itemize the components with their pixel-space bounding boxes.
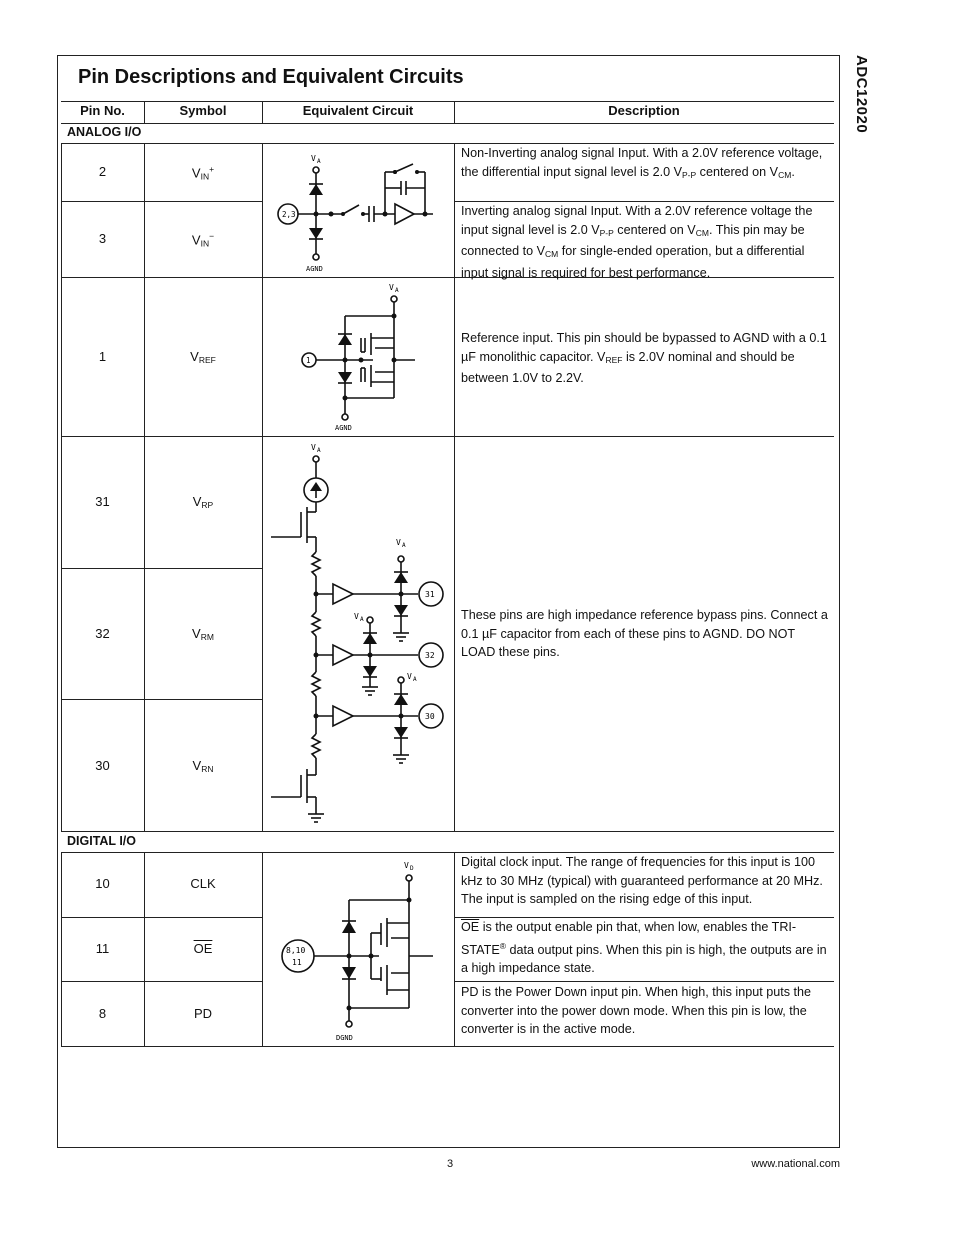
svg-text:V: V xyxy=(407,672,412,681)
description-vin-minus: Inverting analog signal Input. With a 2.0V reference voltage the input signal level is 2.0 $V_{P-P}$ centered on $V_{CM}$. This pin may be connected to $V_{CM}$ for single-ended operation, but a differential input signal is required for best performance. xyxy=(461,204,813,280)
pin-number: 31 xyxy=(95,494,110,509)
svg-text:A: A xyxy=(317,158,321,165)
vin-equivalent-circuit xyxy=(263,144,453,277)
pin-number: 8 xyxy=(98,1006,107,1021)
svg-text:11: 11 xyxy=(292,958,302,967)
svg-text:2,3: 2,3 xyxy=(282,210,296,219)
header-pin-no: Pin No. xyxy=(80,103,125,118)
pin-symbol: PD xyxy=(193,1006,213,1021)
table-bottom-rule xyxy=(61,1046,834,1047)
col-rule xyxy=(61,143,62,831)
svg-text:32: 32 xyxy=(425,651,435,660)
pin-symbol: $V_{IN}^-$ xyxy=(191,231,215,249)
svg-text:A: A xyxy=(402,542,406,549)
description-oe: $\overline{OE}$ is the output enable pin that, when low, enables the TRI-STATE® data output pins. When this pin is high, the outputs are in a high impedance state. xyxy=(461,920,827,976)
pin-number: 11 xyxy=(95,941,110,956)
svg-text:A: A xyxy=(395,287,399,294)
svg-text:V: V xyxy=(311,154,316,163)
svg-text:1: 1 xyxy=(306,356,311,365)
row-rule xyxy=(61,981,262,982)
svg-text:8,10: 8,10 xyxy=(286,946,306,955)
pin-symbol: CLK xyxy=(190,876,216,891)
table-top-rule xyxy=(61,101,834,102)
svg-text:A: A xyxy=(413,676,417,683)
row-rule xyxy=(61,201,262,202)
svg-text:V: V xyxy=(389,283,394,292)
row-rule xyxy=(61,831,834,832)
page-number: 3 xyxy=(446,1158,454,1170)
col-rule xyxy=(454,143,455,831)
pin-number: 3 xyxy=(98,231,107,246)
vref-equivalent-circuit xyxy=(263,278,453,436)
row-rule xyxy=(61,568,262,569)
pin-symbol: $V_{RP}$ xyxy=(192,494,214,510)
pin-number: 2 xyxy=(98,164,107,179)
pin-number: 10 xyxy=(95,876,110,891)
row-rule xyxy=(61,699,262,700)
footer-url: www.national.com xyxy=(751,1158,840,1170)
svg-text:A: A xyxy=(317,447,321,454)
pin-symbol: $V_{REF}$ xyxy=(190,349,216,365)
pin-number: 1 xyxy=(98,349,107,364)
digital-input-equivalent-circuit xyxy=(263,853,453,1046)
svg-text:AGND: AGND xyxy=(335,424,352,432)
svg-text:V: V xyxy=(396,538,401,547)
part-number-side-title: ADC12020 xyxy=(853,55,870,134)
section-analog-io: ANALOG I/O xyxy=(67,125,142,139)
svg-text:30: 30 xyxy=(425,712,435,721)
description-reference-bypass: These pins are high impedance reference bypass pins. Connect a 0.1 µF capacitor from each of these pins to AGND. DO NOT LOAD these pins. xyxy=(461,608,828,660)
svg-text:V: V xyxy=(404,861,409,870)
svg-text:D: D xyxy=(410,865,414,872)
description-vref: Reference input. This pin should be bypassed to AGND with a 0.1 µF monolithic capacitor. $V_{REF}$ is 2.0V nominal and should be between 1.0V to 2.2V. xyxy=(461,331,827,386)
pin-number: 32 xyxy=(95,626,110,641)
description-vin-plus: Non-Inverting analog signal Input. With a 2.0V reference voltage, the differential input signal level is 2.0 $V_{P-P}$ centered on $V_{CM}$. xyxy=(461,146,823,180)
svg-text:A: A xyxy=(360,616,364,623)
description-pd: PD is the Power Down input pin. When high, this input puts the converter into the power down mode. When this pin is low, the converter is in the active mode. xyxy=(461,985,812,1037)
pin-symbol: $V_{RM}$ xyxy=(192,626,214,642)
svg-text:31: 31 xyxy=(425,590,435,599)
row-rule xyxy=(454,981,834,982)
svg-text:V: V xyxy=(311,443,316,452)
svg-text:DGND: DGND xyxy=(336,1034,353,1042)
description-clk: Digital clock input. The range of frequencies for this input is 100 kHz to 30 MHz (typical) with guaranteed performance at 20 MHz. The input is sampled on the rising edge of this input. xyxy=(461,855,823,907)
pin-symbol: $V_{IN}^+$ xyxy=(191,164,215,182)
reference-ladder-equivalent-circuit xyxy=(263,437,453,830)
row-rule xyxy=(61,917,262,918)
header-rule xyxy=(61,123,834,124)
pin-symbol: $\overline{OE}$ xyxy=(193,941,213,956)
col-rule xyxy=(454,852,455,1046)
header-symbol: Symbol xyxy=(179,103,227,118)
page-title: Pin Descriptions and Equivalent Circuits xyxy=(78,66,464,88)
svg-text:V: V xyxy=(354,612,359,621)
header-equivalent-circuit: Equivalent Circuit xyxy=(302,103,414,118)
pin-symbol: $V_{RN}$ xyxy=(192,758,214,774)
header-description: Description xyxy=(608,103,680,118)
section-digital-io: DIGITAL I/O xyxy=(67,834,136,848)
pin-number: 30 xyxy=(95,758,110,773)
svg-text:AGND: AGND xyxy=(306,265,323,273)
